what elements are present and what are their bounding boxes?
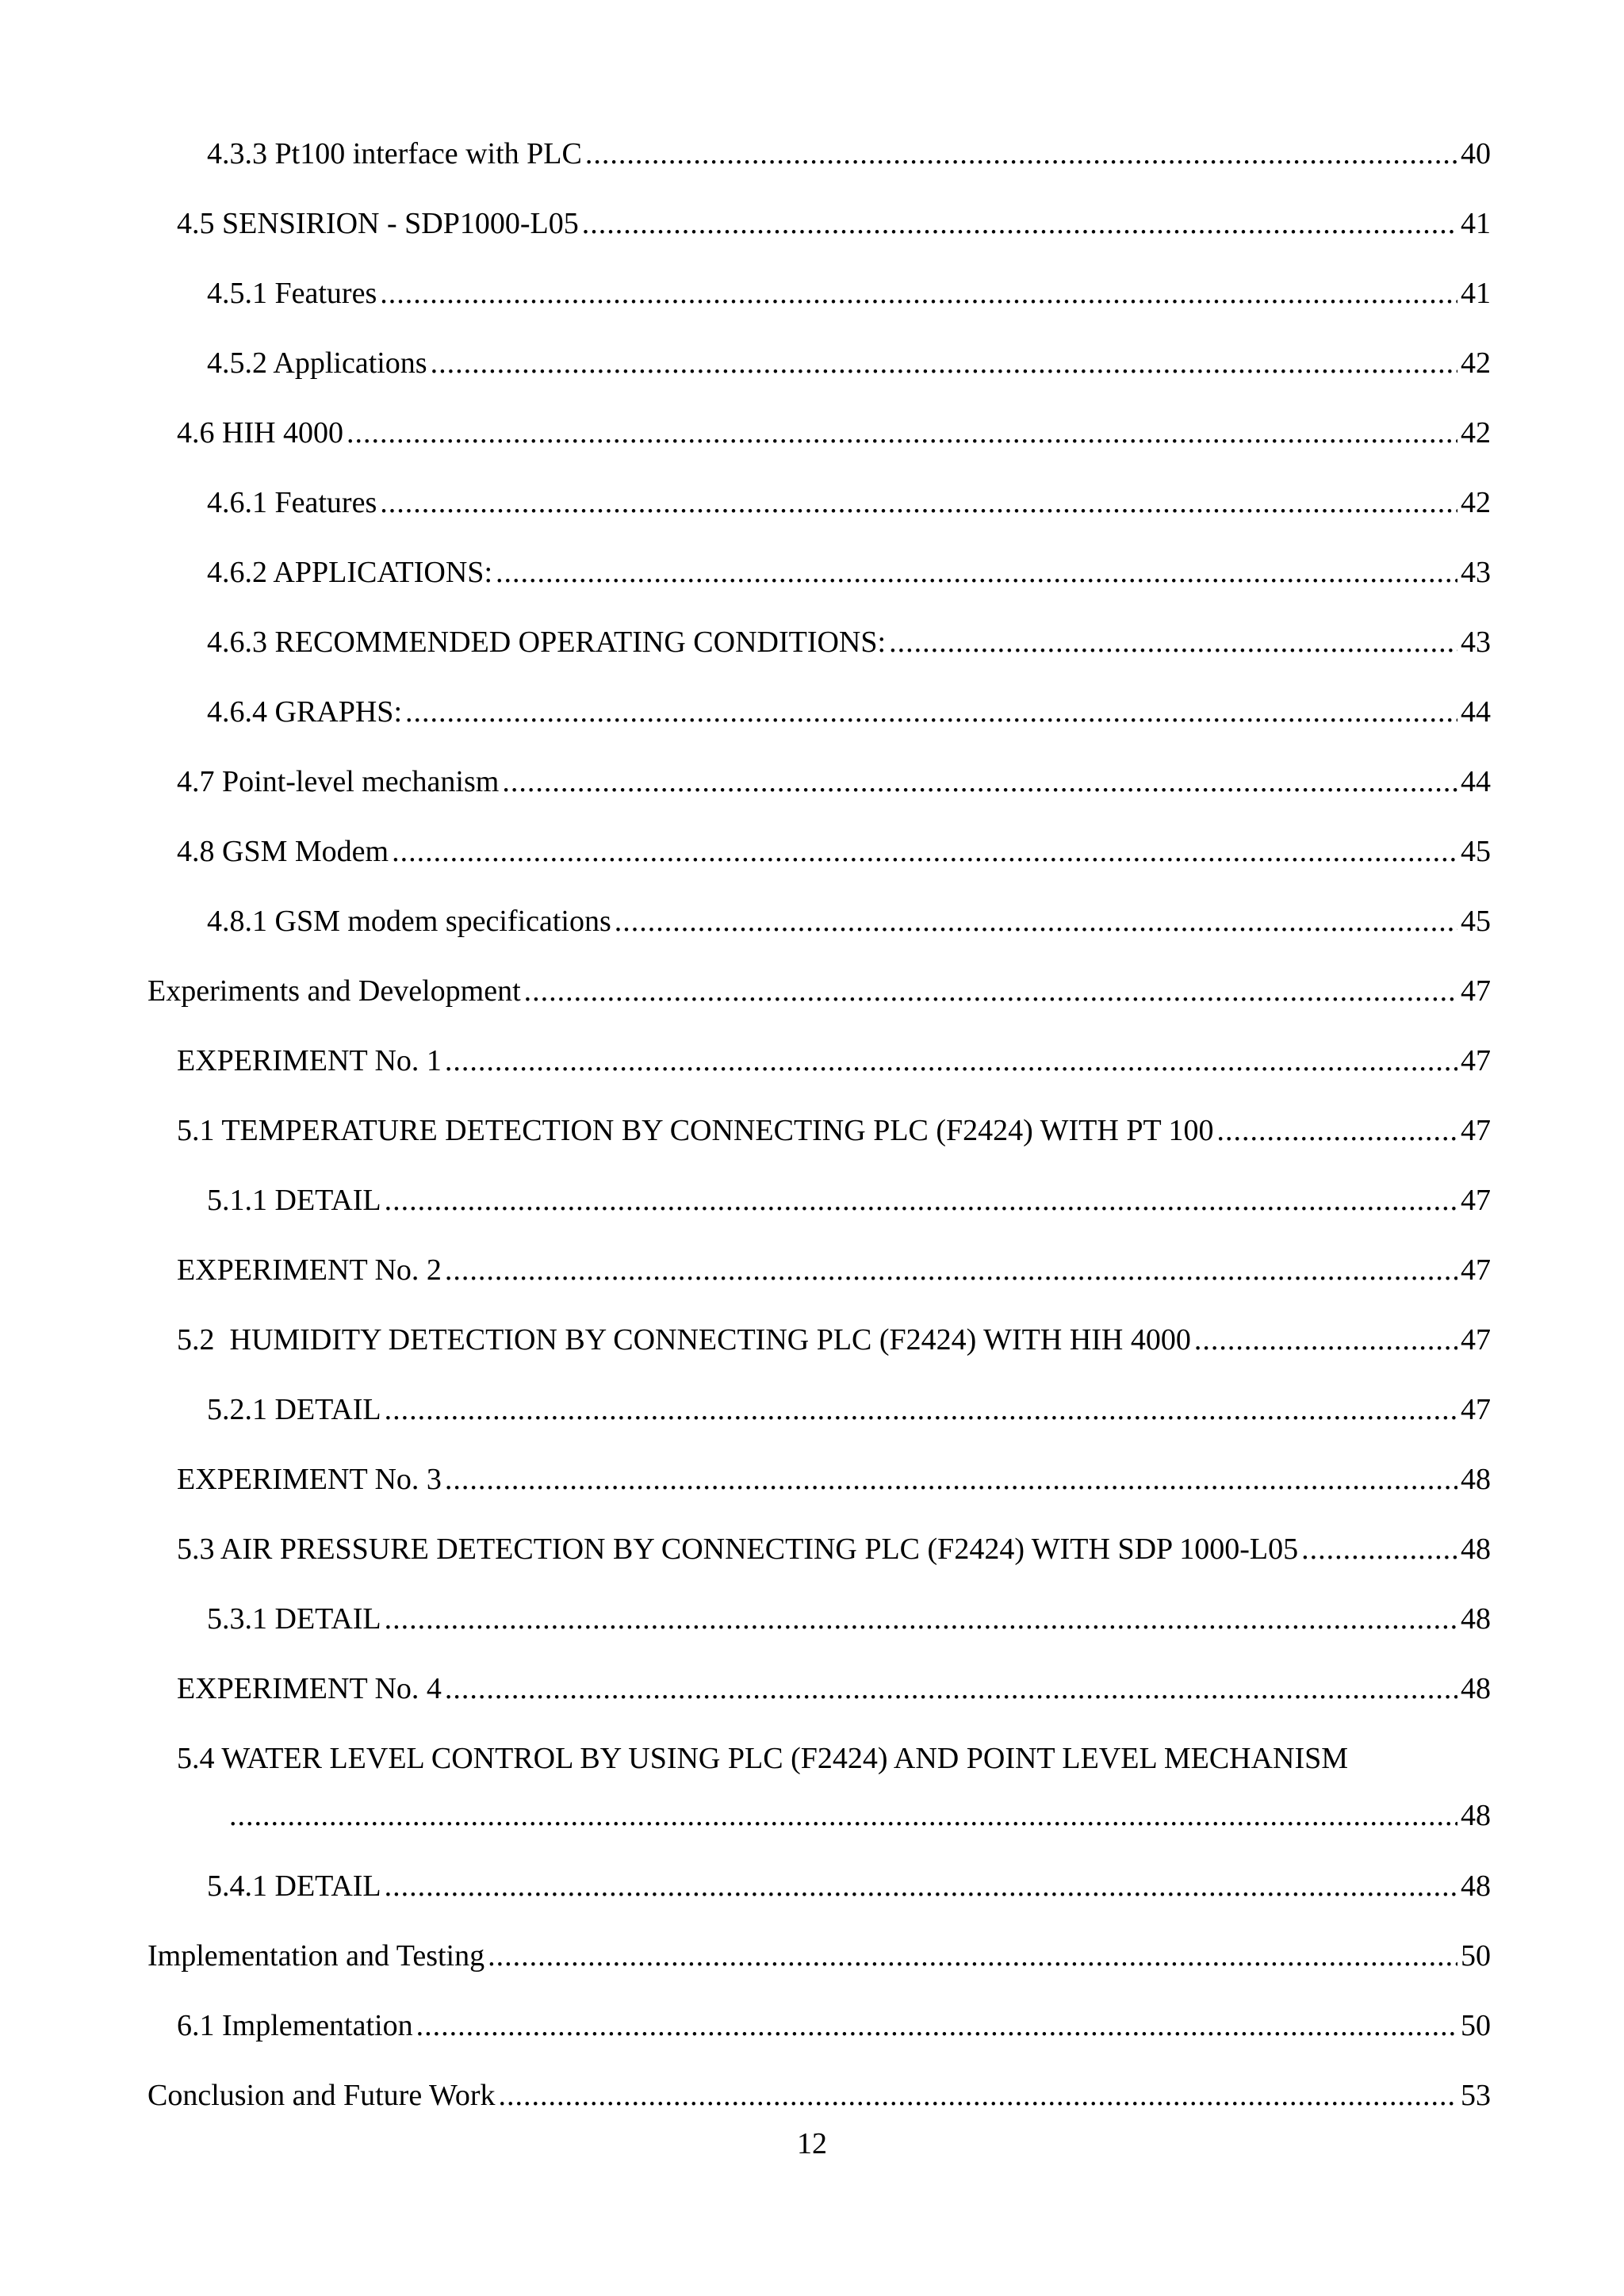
toc-entry-label: 4.5 SENSIRION - SDP1000-L05: [177, 207, 579, 240]
toc-entry-4-6[interactable]: [177, 414, 1491, 452]
toc-entry-experiment-3[interactable]: [177, 1460, 1491, 1498]
toc-dot-leader: [488, 1937, 1457, 1975]
toc-entry-page: 43: [1461, 556, 1491, 589]
toc-entry-label: Experiments and Development: [147, 974, 521, 1008]
toc-entry-page: 48: [1461, 1799, 1491, 1832]
toc-entry-page: 40: [1461, 137, 1491, 170]
toc-entry-label: 4.6 HIH 4000: [177, 416, 344, 450]
toc-dot-leader: [1216, 1112, 1457, 1150]
toc-entry-page: 47: [1461, 974, 1491, 1008]
toc-dot-leader: [1194, 1321, 1457, 1359]
toc-entry-page: 48: [1461, 1463, 1491, 1496]
toc-entry-label: 4.6.3 RECOMMENDED OPERATING CONDITIONS:: [207, 626, 887, 659]
toc-entry-label: 5.4 WATER LEVEL CONTROL BY USING PLC (F2424) AND POINT LEVEL MECHANISM: [177, 1742, 1349, 1775]
toc-dot-leader: [524, 972, 1457, 1010]
toc-entry-4-6-2[interactable]: [207, 553, 1491, 591]
toc-entry-label: 4.8.1 GSM modem specifications: [207, 905, 611, 938]
toc-dot-leader: [1301, 1530, 1457, 1568]
toc-dot-leader: [380, 274, 1457, 312]
toc-entry-page: 47: [1461, 1323, 1491, 1357]
toc-entry-page: 53: [1461, 2079, 1491, 2112]
toc-entry-page: 44: [1461, 765, 1491, 798]
toc-entry-4-6-1[interactable]: [207, 484, 1491, 522]
toc-dot-leader: [445, 1670, 1457, 1708]
toc-entry-page: 48: [1461, 1869, 1491, 1903]
toc-entry-4-5[interactable]: [177, 205, 1491, 243]
toc-entry-page: 47: [1461, 1184, 1491, 1217]
toc-entry-page: 43: [1461, 626, 1491, 659]
toc-entry-page: 42: [1461, 346, 1491, 380]
toc-entry-5-3[interactable]: [177, 1530, 1491, 1568]
toc-entry-page: 41: [1461, 277, 1491, 310]
toc-entry-4-3-3[interactable]: [207, 135, 1491, 173]
toc-dot-leader: [229, 1797, 1457, 1835]
toc-entry-page: 47: [1461, 1253, 1491, 1287]
toc-dot-leader: [582, 205, 1457, 243]
toc-entry-5-1[interactable]: [177, 1112, 1491, 1150]
toc-entry-label: Conclusion and Future Work: [147, 2079, 496, 2112]
toc-entry-page: 47: [1461, 1044, 1491, 1077]
toc-entry-label: 4.6.1 Features: [207, 486, 377, 519]
toc-entry-5-2-1[interactable]: [207, 1391, 1491, 1429]
toc-entry-label: 5.3 AIR PRESSURE DETECTION BY CONNECTING PLC (F2424) WITH SDP 1000-L05: [177, 1533, 1299, 1566]
toc-entry-4-6-4[interactable]: [207, 693, 1491, 731]
toc-entry-6-1[interactable]: [177, 2007, 1491, 2045]
toc-entry-experiment-2[interactable]: [177, 1251, 1491, 1289]
toc-dot-leader: [385, 1600, 1457, 1638]
toc-dot-leader: [405, 693, 1457, 731]
toc-entry-5-2[interactable]: [177, 1321, 1491, 1359]
toc-entry-page: 50: [1461, 1939, 1491, 1973]
toc-entry-page: 41: [1461, 207, 1491, 240]
toc-entry-5-3-1[interactable]: [207, 1600, 1491, 1638]
toc-dot-leader: [347, 414, 1457, 452]
toc-entry-continuation: [177, 1797, 1491, 1835]
toc-entry-label: 5.3.1 DETAIL: [207, 1602, 381, 1636]
toc-entry-label: 5.1 TEMPERATURE DETECTION BY CONNECTING PLC (F2424) WITH PT 100: [177, 1114, 1214, 1147]
toc-dot-leader: [385, 1391, 1457, 1429]
toc-entry-5-4-1[interactable]: [207, 1867, 1491, 1905]
toc-entry-label: 5.2.1 DETAIL: [207, 1393, 381, 1426]
toc-entry-label: 4.5.1 Features: [207, 277, 377, 310]
toc-entry-page: 42: [1461, 416, 1491, 450]
toc-entry-5-1-1[interactable]: [207, 1181, 1491, 1219]
toc-entry-label: 4.8 GSM Modem: [177, 835, 389, 868]
toc-entry-label: 5.2 HUMIDITY DETECTION BY CONNECTING PLC (F2424) WITH HIH 4000: [177, 1323, 1191, 1357]
toc-dot-leader: [416, 2007, 1457, 2045]
toc-entry-label: 4.5.2 Applications: [207, 346, 427, 380]
page-number: 12: [797, 2127, 827, 2160]
toc-entry-4-5-1[interactable]: [207, 274, 1491, 312]
toc-entry-page: 45: [1461, 905, 1491, 938]
toc-dot-leader: [431, 344, 1457, 382]
toc-entry-label: 5.4.1 DETAIL: [207, 1869, 381, 1903]
toc-entry-label: Implementation and Testing: [147, 1939, 485, 1973]
toc-entry-label: 4.3.3 Pt100 interface with PLC: [207, 137, 582, 170]
toc-entry-page: 50: [1461, 2009, 1491, 2042]
toc-entry-label: EXPERIMENT No. 2: [177, 1253, 442, 1287]
toc-entry-label: EXPERIMENT No. 4: [177, 1672, 442, 1705]
toc-entry-page: 45: [1461, 835, 1491, 868]
toc-dot-leader: [385, 1867, 1457, 1905]
toc-entry-label: EXPERIMENT No. 3: [177, 1463, 442, 1496]
toc-entry-page: 47: [1461, 1114, 1491, 1147]
toc-dot-leader: [889, 623, 1457, 661]
toc-entry-4-7[interactable]: [177, 763, 1491, 801]
toc-dot-leader: [385, 1181, 1457, 1219]
toc-dot-leader: [498, 2076, 1457, 2114]
toc-dot-leader: [502, 763, 1457, 801]
toc-dot-leader: [445, 1460, 1457, 1498]
toc-entry-page: 48: [1461, 1672, 1491, 1705]
toc-dot-leader: [585, 135, 1457, 173]
toc-entry-label: 4.6.2 APPLICATIONS:: [207, 556, 492, 589]
toc-entry-4-8-1[interactable]: [207, 902, 1491, 940]
toc-entry-experiments-and-development[interactable]: [147, 972, 1491, 1010]
toc-dot-leader: [445, 1251, 1457, 1289]
toc-dot-leader: [496, 553, 1457, 591]
toc-entry-page: 44: [1461, 695, 1491, 729]
toc-entry-conclusion-and-future-work[interactable]: [147, 2076, 1491, 2114]
toc-entry-experiment-4[interactable]: [177, 1670, 1491, 1708]
toc-entry-page: 42: [1461, 486, 1491, 519]
toc-entry-page: 48: [1461, 1602, 1491, 1636]
toc-entry-4-8[interactable]: [177, 832, 1491, 871]
toc-dot-leader: [392, 832, 1457, 871]
toc-dot-leader: [380, 484, 1457, 522]
toc-entry-label: 4.7 Point-level mechanism: [177, 765, 500, 798]
toc-entry-4-6-3[interactable]: [207, 623, 1491, 661]
toc-entry-page: 48: [1461, 1533, 1491, 1566]
toc-dot-leader: [615, 902, 1457, 940]
toc-entry-4-5-2[interactable]: [207, 344, 1491, 382]
toc-entry-label: 6.1 Implementation: [177, 2009, 413, 2042]
toc-dot-leader: [445, 1042, 1457, 1080]
toc-entry-experiment-1[interactable]: [177, 1042, 1491, 1080]
toc-entry-implementation-and-testing[interactable]: [147, 1937, 1491, 1975]
toc-entry-label: 4.6.4 GRAPHS:: [207, 695, 402, 729]
toc-entry-label: 5.1.1 DETAIL: [207, 1184, 381, 1217]
toc-entry-page: 47: [1461, 1393, 1491, 1426]
toc-entry-5-4[interactable]: [177, 1739, 1491, 1835]
toc-entry-label: EXPERIMENT No. 1: [177, 1044, 442, 1077]
